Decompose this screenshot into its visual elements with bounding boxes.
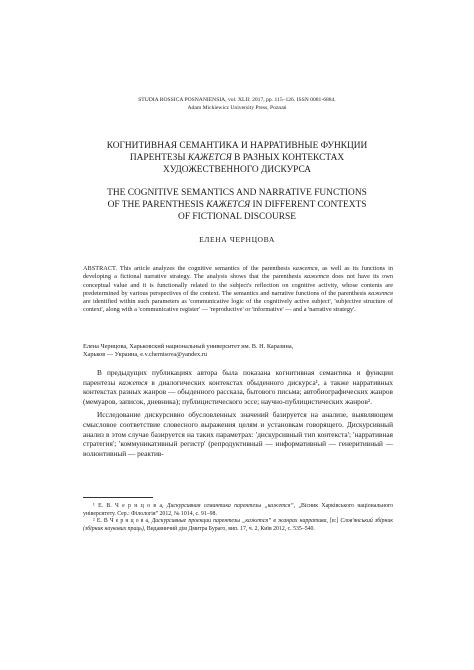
abstract-text-4: are identified within such parameters as 'communicative logic of the cognitively active subject', 'subjective structure of context', along with a 'communicative register' — 'reproductive' or 'informative' — and a 'narrative strategy'. (83, 298, 393, 314)
affiliation-line-2: Харьков — Украина, e.v.cherntsova@yandex.ru (83, 351, 208, 359)
title-english (60, 187, 414, 223)
footnote-1 (83, 503, 393, 518)
title-ru-line-1: КОГНИТИВНАЯ СЕМАНТИКА И НАРРАТИВНЫЕ ФУНКЦИИ (106, 141, 368, 151)
abstract-emphasis-3: кажется (368, 289, 393, 297)
title-ru-line-2-start: ПАРЕНТЕЗЫ (129, 153, 188, 163)
abstract-emphasis-1: кажется (292, 265, 318, 272)
title-ru-line-2 (60, 152, 414, 164)
title-en-line-1: THE COGNITIVE SEMANTICS AND NARRATIVE FUNCTIONS (107, 188, 367, 198)
title-en-line-2-end: IN DIFFERENT CONTEXTS (250, 200, 367, 210)
footnote-1-source: , „Вісник Харківського національного університету. Сер.: Філологія” 2012, № 1014, с. 91–98. (83, 503, 393, 517)
abstract-text-1: This article analyzes the cognitive semantics of the parenthesis (117, 265, 293, 272)
footnote-2-in: , [в:] (326, 518, 341, 525)
affiliation-line-1: Елена Чернцова, Харьковский национальный университет им. В. Н. Каразина, (83, 343, 294, 350)
abstract-text-2: , as well as its functions in developing a fictional narrative strategy. The analysis shows that the parenthesis (83, 265, 393, 281)
publisher-line: Adam Mickiewicz University Press, Poznań (187, 105, 287, 111)
main-text (83, 368, 393, 462)
footnote-1-author: ¹ Е. В. Ч е р н ц о в а, (93, 503, 167, 509)
title-en-emphasis: КАЖЕТСЯ (206, 200, 251, 210)
footnote-1-title: Дискурсивная семантика парентезы „кажется” (166, 503, 294, 509)
abstract-text-3: does not have its own conceptual value and it is functionally related to the subject's reflection on cognitive activity, whose contents are predetermined by various perspectives of the context. The semantics and narrative functions of the parenthesis (83, 273, 393, 297)
footnotes (83, 503, 393, 533)
title-ru-line-3: ХУДОЖЕСТВЕННОГО ДИСКУРСА (162, 165, 312, 175)
footnote-2 (83, 518, 393, 533)
title-ru-emphasis: КАЖЕТСЯ (187, 153, 232, 163)
title-en-line-2-start: OF THE PARENTHESIS (107, 200, 207, 210)
paragraph-2: Исследование дискурсивно обусловленных значений базируется на анализе, выявляющем смысловое соответствие словесного выражения целям и установкам говорящего. Дискурсивный анализ в этом случае базируется на таких параметрах: 'дискурсивный тип контекста'; 'нарративная стратегия'; 'коммуникативный регистр' (репродуктивный — информативный — генеритивный — волюнтивный — реактив- (83, 410, 393, 458)
paragraph-1-end: в диалогических контекстах обыденного дискурса¹, а также нарративных контекстах разных жанров — обыденного рассказа, бытового письма; автобиографических жанров (мемуаров, записок, дневника); публицистического эссе; научно-публицистических жанров². (83, 377, 393, 406)
title-russian (60, 140, 414, 176)
paragraph-1-start: В предыдущих публикациях автора была показана когнитивная семантика и функции парентезы (83, 368, 393, 387)
footnote-2-source: , Видавничий дім Дмитра Бураго, вип. 17, ч. 2, Київ 2012, с. 535–540. (143, 525, 315, 532)
author-affiliation (83, 343, 393, 360)
footnote-2-author: ² Е. В Ч е р н ц о в а, (93, 518, 152, 525)
abstract-emphasis-2: кажется (304, 273, 329, 281)
title-en-line-2 (60, 199, 414, 211)
paragraph-1-emphasis: кажется (119, 377, 148, 387)
journal-citation: STUDIA ROSSICA POSNANIENSIA, vol. XLII: 2017, pp. 115–126. ISSN 0081-6884. (138, 97, 336, 103)
title-en-line-3: OF FICTIONAL DISCOURSE (178, 212, 296, 222)
journal-header (0, 96, 474, 112)
author-name: ЕЛЕНА ЧЕРНЦОВА (199, 235, 275, 244)
abstract (83, 265, 393, 315)
paragraph-1 (83, 368, 393, 406)
footnote-2-title: Дискурсивные проекции парентезы „кажется” в жанрах нарратива (151, 518, 327, 525)
footnote-2-collection: Слов'янський збірник (збірник наукових праць) (83, 518, 394, 532)
abstract-label: ABSTRACT. (83, 265, 117, 272)
footnote-divider (83, 497, 153, 498)
title-ru-line-2-end: В РАЗНЫХ КОНТЕКСТАХ (231, 153, 345, 163)
